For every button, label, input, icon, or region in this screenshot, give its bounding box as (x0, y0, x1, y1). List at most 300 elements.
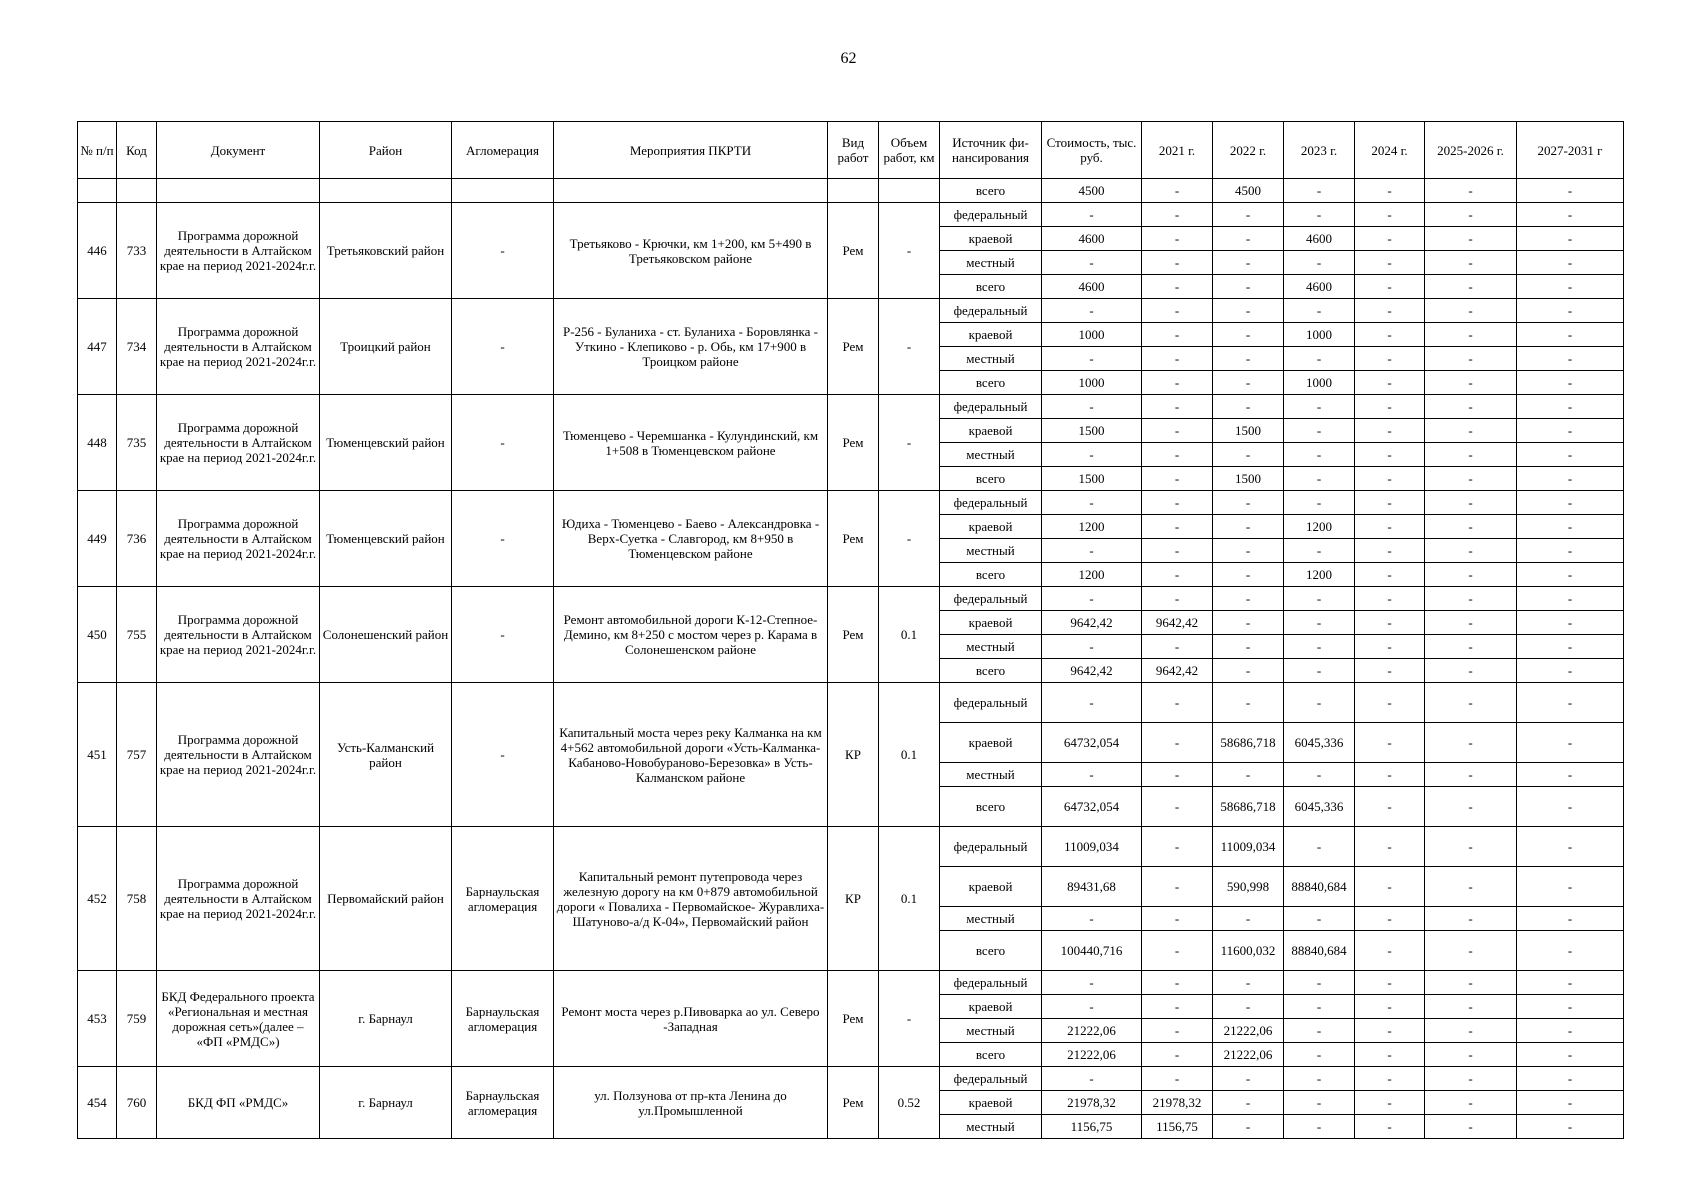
source-cell: всего (940, 931, 1042, 971)
header-measures: Мероприятия ПКРТИ (554, 122, 828, 179)
header-volume: Объем работ, км (879, 122, 940, 179)
source-cell: всего (940, 371, 1042, 395)
year-2022-cell: - (1213, 227, 1284, 251)
entry-num: 454 (78, 1067, 117, 1139)
cost-cell: 1000 (1042, 371, 1142, 395)
entry-num: 452 (78, 827, 117, 971)
year-2024-cell: - (1355, 931, 1425, 971)
year-2027-2031-cell: - (1517, 787, 1624, 827)
year-2022-cell: - (1213, 763, 1284, 787)
year-2023-cell: - (1284, 611, 1355, 635)
year-2024-cell: - (1355, 907, 1425, 931)
year-2022-cell: - (1213, 251, 1284, 275)
year-2022-cell: - (1213, 371, 1284, 395)
year-2022-cell: 21222,06 (1213, 1019, 1284, 1043)
year-2025-2026-cell: - (1425, 227, 1517, 251)
header-document: Документ (157, 122, 320, 179)
source-cell: всего (940, 787, 1042, 827)
source-cell: федеральный (940, 299, 1042, 323)
year-2021-cell: - (1142, 995, 1213, 1019)
cost-cell: 100440,716 (1042, 931, 1142, 971)
year-2024-cell: - (1355, 275, 1425, 299)
year-2024-cell: - (1355, 1043, 1425, 1067)
entry-num: 450 (78, 587, 117, 683)
entry-agglomeration: - (452, 683, 554, 827)
entry-district: Третьяковский район (320, 203, 452, 299)
year-2025-2026-cell: - (1425, 203, 1517, 227)
entry-work-type: Рем (828, 203, 879, 299)
year-2022-cell: - (1213, 683, 1284, 723)
header-2027-2031: 2027-2031 г (1517, 122, 1624, 179)
year-2027-2031-cell: - (1517, 371, 1624, 395)
entry-num: 448 (78, 395, 117, 491)
year-2024-cell: - (1355, 323, 1425, 347)
year-2025-2026-cell: - (1425, 827, 1517, 867)
header-cost: Стоимость, тыс. руб. (1042, 122, 1142, 179)
cost-cell: - (1042, 539, 1142, 563)
year-2021-cell: - (1142, 563, 1213, 587)
entry-document: Программа дорожной деятельности в Алтайском крае на период 2021-2024г.г. (157, 395, 320, 491)
year-2022-cell: - (1213, 1067, 1284, 1091)
entry-work-type: Рем (828, 1067, 879, 1139)
entry-measures: Р-256 - Буланиха - ст. Буланиха - Боровлянка - Уткино - Клепиково - р. Обь, км 17+900 в Троицком районе (554, 299, 828, 395)
cost-cell: - (1042, 995, 1142, 1019)
source-cell: всего (940, 179, 1042, 203)
year-2021-cell: - (1142, 419, 1213, 443)
empty-cell (157, 179, 320, 203)
cost-cell: 4500 (1042, 179, 1142, 203)
cost-cell: 89431,68 (1042, 867, 1142, 907)
year-2021-cell: - (1142, 179, 1213, 203)
source-cell: местный (940, 907, 1042, 931)
source-cell: всего (940, 275, 1042, 299)
year-2023-cell: - (1284, 467, 1355, 491)
year-2021-cell: - (1142, 395, 1213, 419)
source-cell: краевой (940, 515, 1042, 539)
year-2023-cell: - (1284, 827, 1355, 867)
year-2023-cell: 4600 (1284, 275, 1355, 299)
year-2027-2031-cell: - (1517, 395, 1624, 419)
header-source: Источник фи-нансирования (940, 122, 1042, 179)
entry-agglomeration: - (452, 299, 554, 395)
year-2023-cell: - (1284, 587, 1355, 611)
entry-volume: - (879, 203, 940, 299)
year-2024-cell: - (1355, 971, 1425, 995)
table-row (78, 971, 1624, 995)
year-2021-cell: - (1142, 635, 1213, 659)
year-2024-cell: - (1355, 1019, 1425, 1043)
entry-volume: - (879, 491, 940, 587)
source-cell: федеральный (940, 1067, 1042, 1091)
cost-cell: - (1042, 299, 1142, 323)
year-2021-cell: - (1142, 539, 1213, 563)
source-cell: краевой (940, 227, 1042, 251)
year-2025-2026-cell: - (1425, 1067, 1517, 1091)
entry-volume: 0.1 (879, 587, 940, 683)
year-2022-cell: 58686,718 (1213, 787, 1284, 827)
year-2022-cell: - (1213, 515, 1284, 539)
entry-volume: - (879, 971, 940, 1067)
year-2021-cell: - (1142, 827, 1213, 867)
year-2027-2031-cell: - (1517, 1067, 1624, 1091)
year-2023-cell: - (1284, 659, 1355, 683)
source-cell: местный (940, 763, 1042, 787)
source-cell: местный (940, 251, 1042, 275)
year-2024-cell: - (1355, 491, 1425, 515)
year-2027-2031-cell: - (1517, 251, 1624, 275)
entry-district: г. Барнаул (320, 971, 452, 1067)
year-2024-cell: - (1355, 995, 1425, 1019)
year-2021-cell: 1156,75 (1142, 1115, 1213, 1139)
entry-district: Троицкий район (320, 299, 452, 395)
entry-measures: ул. Ползунова от пр-кта Ленина до ул.Промышленной (554, 1067, 828, 1139)
year-2022-cell: - (1213, 491, 1284, 515)
year-2021-cell: - (1142, 1043, 1213, 1067)
cost-cell: 1200 (1042, 563, 1142, 587)
page-number: 62 (840, 50, 857, 67)
year-2021-cell: - (1142, 931, 1213, 971)
year-2025-2026-cell: - (1425, 763, 1517, 787)
source-cell: местный (940, 1115, 1042, 1139)
year-2022-cell: - (1213, 395, 1284, 419)
cost-cell: - (1042, 971, 1142, 995)
year-2025-2026-cell: - (1425, 1019, 1517, 1043)
year-2022-cell: - (1213, 1115, 1284, 1139)
year-2021-cell: - (1142, 347, 1213, 371)
entry-code: 760 (117, 1067, 157, 1139)
source-cell: федеральный (940, 587, 1042, 611)
entry-district: Солонешенский район (320, 587, 452, 683)
source-cell: всего (940, 467, 1042, 491)
entry-measures: Ремонт моста через р.Пивоварка ао ул. Северо -Западная (554, 971, 828, 1067)
header-agglomeration: Агломерация (452, 122, 554, 179)
header-2025-2026: 2025-2026 г. (1425, 122, 1517, 179)
year-2023-cell: - (1284, 971, 1355, 995)
year-2025-2026-cell: - (1425, 563, 1517, 587)
entry-agglomeration: Барнаульская агломерация (452, 971, 554, 1067)
entry-work-type: Рем (828, 971, 879, 1067)
year-2024-cell: - (1355, 659, 1425, 683)
entry-num: 449 (78, 491, 117, 587)
cost-cell: 4600 (1042, 227, 1142, 251)
year-2023-cell: - (1284, 395, 1355, 419)
year-2025-2026-cell: - (1425, 907, 1517, 931)
year-2021-cell: - (1142, 683, 1213, 723)
entry-work-type: Рем (828, 395, 879, 491)
entry-code: 736 (117, 491, 157, 587)
year-2025-2026-cell: - (1425, 419, 1517, 443)
table-row (78, 587, 1624, 611)
year-2023-cell: 1000 (1284, 323, 1355, 347)
year-2021-cell: - (1142, 723, 1213, 763)
year-2027-2031-cell: - (1517, 683, 1624, 723)
year-2027-2031-cell: - (1517, 1019, 1624, 1043)
cost-cell: - (1042, 587, 1142, 611)
year-2021-cell: - (1142, 227, 1213, 251)
cost-cell: - (1042, 251, 1142, 275)
year-2021-cell: - (1142, 467, 1213, 491)
year-2023-cell: - (1284, 203, 1355, 227)
year-2021-cell: - (1142, 491, 1213, 515)
year-2023-cell: 88840,684 (1284, 867, 1355, 907)
year-2022-cell: - (1213, 659, 1284, 683)
year-2022-cell: 1500 (1213, 419, 1284, 443)
year-2022-cell: - (1213, 995, 1284, 1019)
year-2024-cell: - (1355, 723, 1425, 763)
entry-volume: - (879, 395, 940, 491)
entry-num: 453 (78, 971, 117, 1067)
year-2025-2026-cell: - (1425, 251, 1517, 275)
source-cell: местный (940, 347, 1042, 371)
source-cell: всего (940, 659, 1042, 683)
year-2025-2026-cell: - (1425, 787, 1517, 827)
entry-code: 757 (117, 683, 157, 827)
entry-code: 758 (117, 827, 157, 971)
year-2025-2026-cell: - (1425, 347, 1517, 371)
year-2023-cell: - (1284, 1091, 1355, 1115)
source-cell: краевой (940, 995, 1042, 1019)
year-2023-cell: 1000 (1284, 371, 1355, 395)
cost-cell: 64732,054 (1042, 787, 1142, 827)
table-row (78, 203, 1624, 227)
year-2027-2031-cell: - (1517, 587, 1624, 611)
road-works-table (77, 121, 1624, 1139)
cost-cell: 21222,06 (1042, 1043, 1142, 1067)
year-2022-cell: 21222,06 (1213, 1043, 1284, 1067)
year-2024-cell: - (1355, 763, 1425, 787)
source-cell: федеральный (940, 683, 1042, 723)
source-cell: местный (940, 539, 1042, 563)
year-2024-cell: - (1355, 395, 1425, 419)
year-2022-cell: - (1213, 907, 1284, 931)
source-cell: местный (940, 635, 1042, 659)
entry-volume: 0.1 (879, 827, 940, 971)
year-2024-cell: - (1355, 251, 1425, 275)
cost-cell: - (1042, 763, 1142, 787)
year-2024-cell: - (1355, 515, 1425, 539)
entry-work-type: Рем (828, 299, 879, 395)
year-2023-cell: 1200 (1284, 515, 1355, 539)
year-2027-2031-cell: - (1517, 971, 1624, 995)
year-2027-2031-cell: - (1517, 723, 1624, 763)
year-2021-cell: - (1142, 323, 1213, 347)
entry-num: 451 (78, 683, 117, 827)
year-2025-2026-cell: - (1425, 1091, 1517, 1115)
year-2027-2031-cell: - (1517, 179, 1624, 203)
year-2027-2031-cell: - (1517, 867, 1624, 907)
year-2024-cell: - (1355, 371, 1425, 395)
year-2022-cell: - (1213, 971, 1284, 995)
year-2027-2031-cell: - (1517, 635, 1624, 659)
source-cell: местный (940, 1019, 1042, 1043)
cost-cell: - (1042, 203, 1142, 227)
entry-document: Программа дорожной деятельности в Алтайском крае на период 2021-2024г.г. (157, 203, 320, 299)
entry-code: 755 (117, 587, 157, 683)
year-2023-cell: - (1284, 995, 1355, 1019)
year-2025-2026-cell: - (1425, 971, 1517, 995)
year-2025-2026-cell: - (1425, 323, 1517, 347)
year-2023-cell: - (1284, 907, 1355, 931)
source-cell: краевой (940, 323, 1042, 347)
entry-document: Программа дорожной деятельности в Алтайском крае на период 2021-2024г.г. (157, 683, 320, 827)
header-2024: 2024 г. (1355, 122, 1425, 179)
entry-measures: Тюменцево - Черемшанка - Кулундинский, км 1+508 в Тюменцевском районе (554, 395, 828, 491)
entry-work-type: КР (828, 683, 879, 827)
year-2021-cell: - (1142, 203, 1213, 227)
year-2021-cell: 9642,42 (1142, 611, 1213, 635)
year-2021-cell: - (1142, 971, 1213, 995)
table-row (78, 683, 1624, 723)
table-row (78, 395, 1624, 419)
year-2025-2026-cell: - (1425, 659, 1517, 683)
year-2027-2031-cell: - (1517, 515, 1624, 539)
year-2022-cell: 11009,034 (1213, 827, 1284, 867)
entry-agglomeration: - (452, 395, 554, 491)
year-2024-cell: - (1355, 1115, 1425, 1139)
table-row (78, 1067, 1624, 1091)
year-2027-2031-cell: - (1517, 1091, 1624, 1115)
year-2022-cell: - (1213, 635, 1284, 659)
empty-cell (452, 179, 554, 203)
entry-num: 447 (78, 299, 117, 395)
year-2022-cell: - (1213, 443, 1284, 467)
year-2025-2026-cell: - (1425, 371, 1517, 395)
header-num: № п/п (78, 122, 117, 179)
empty-cell (828, 179, 879, 203)
entry-volume: 0.52 (879, 1067, 940, 1139)
year-2023-cell: - (1284, 1019, 1355, 1043)
cost-cell: - (1042, 491, 1142, 515)
cost-cell: 1000 (1042, 323, 1142, 347)
year-2023-cell: - (1284, 763, 1355, 787)
entry-volume: 0.1 (879, 683, 940, 827)
year-2023-cell: 4600 (1284, 227, 1355, 251)
year-2022-cell: 590,998 (1213, 867, 1284, 907)
year-2023-cell: - (1284, 1115, 1355, 1139)
cost-cell: 1500 (1042, 419, 1142, 443)
year-2024-cell: - (1355, 203, 1425, 227)
year-2022-cell: - (1213, 299, 1284, 323)
year-2022-cell: - (1213, 563, 1284, 587)
year-2025-2026-cell: - (1425, 1115, 1517, 1139)
year-2027-2031-cell: - (1517, 443, 1624, 467)
year-2025-2026-cell: - (1425, 723, 1517, 763)
year-2023-cell: - (1284, 419, 1355, 443)
entry-code: 733 (117, 203, 157, 299)
entry-code: 734 (117, 299, 157, 395)
year-2024-cell: - (1355, 347, 1425, 371)
year-2025-2026-cell: - (1425, 491, 1517, 515)
cost-cell: 1156,75 (1042, 1115, 1142, 1139)
table-row (78, 491, 1624, 515)
source-cell: краевой (940, 611, 1042, 635)
entry-code: 735 (117, 395, 157, 491)
header-district: Район (320, 122, 452, 179)
year-2024-cell: - (1355, 611, 1425, 635)
cost-cell: 4600 (1042, 275, 1142, 299)
year-2024-cell: - (1355, 787, 1425, 827)
year-2022-cell: - (1213, 323, 1284, 347)
empty-cell (117, 179, 157, 203)
year-2022-cell: - (1213, 611, 1284, 635)
header-2023: 2023 г. (1284, 122, 1355, 179)
year-2025-2026-cell: - (1425, 587, 1517, 611)
year-2021-cell: 21978,32 (1142, 1091, 1213, 1115)
year-2022-cell: 11600,032 (1213, 931, 1284, 971)
year-2024-cell: - (1355, 299, 1425, 323)
year-2023-cell: - (1284, 491, 1355, 515)
year-2023-cell: - (1284, 443, 1355, 467)
year-2021-cell: - (1142, 787, 1213, 827)
entry-work-type: КР (828, 827, 879, 971)
year-2022-cell: - (1213, 275, 1284, 299)
cost-cell: - (1042, 395, 1142, 419)
source-cell: федеральный (940, 491, 1042, 515)
year-2023-cell: - (1284, 1043, 1355, 1067)
entry-agglomeration: - (452, 587, 554, 683)
entry-district: Первомайский район (320, 827, 452, 971)
year-2022-cell: 58686,718 (1213, 723, 1284, 763)
year-2021-cell: - (1142, 371, 1213, 395)
empty-cell (554, 179, 828, 203)
source-cell: краевой (940, 723, 1042, 763)
year-2025-2026-cell: - (1425, 683, 1517, 723)
cost-cell: 1500 (1042, 467, 1142, 491)
year-2023-cell: - (1284, 347, 1355, 371)
year-2027-2031-cell: - (1517, 931, 1624, 971)
entry-work-type: Рем (828, 587, 879, 683)
year-2027-2031-cell: - (1517, 907, 1624, 931)
year-2024-cell: - (1355, 587, 1425, 611)
year-2021-cell: - (1142, 251, 1213, 275)
year-2025-2026-cell: - (1425, 179, 1517, 203)
cost-cell: 21222,06 (1042, 1019, 1142, 1043)
year-2027-2031-cell: - (1517, 827, 1624, 867)
year-2023-cell: 1200 (1284, 563, 1355, 587)
year-2024-cell: - (1355, 827, 1425, 867)
year-2024-cell: - (1355, 443, 1425, 467)
cost-cell: - (1042, 1067, 1142, 1091)
year-2025-2026-cell: - (1425, 611, 1517, 635)
year-2023-cell: - (1284, 251, 1355, 275)
year-2023-cell: - (1284, 179, 1355, 203)
year-2027-2031-cell: - (1517, 1043, 1624, 1067)
entry-measures: Третьяково - Крючки, км 1+200, км 5+490 в Третьяковском районе (554, 203, 828, 299)
entry-document: БКД Федерального проекта «Региональная и местная дорожная сеть»(далее – «ФП «РМДС») (157, 971, 320, 1067)
year-2024-cell: - (1355, 635, 1425, 659)
empty-cell (879, 179, 940, 203)
cost-cell: - (1042, 347, 1142, 371)
year-2021-cell: - (1142, 299, 1213, 323)
header-2021: 2021 г. (1142, 122, 1213, 179)
year-2025-2026-cell: - (1425, 299, 1517, 323)
entry-district: г. Барнаул (320, 1067, 452, 1139)
year-2022-cell: - (1213, 1091, 1284, 1115)
entry-measures: Капитальный ремонт путепровода через железную дорогу на км 0+879 автомобильной дороги « Повалиха - Первомайское- Журавлиха-Шатуново-а/д К-04», Первомайский район (554, 827, 828, 971)
year-2022-cell: - (1213, 587, 1284, 611)
entry-document: Программа дорожной деятельности в Алтайском крае на период 2021-2024г.г. (157, 491, 320, 587)
year-2025-2026-cell: - (1425, 867, 1517, 907)
entry-document: Программа дорожной деятельности в Алтайском крае на период 2021-2024г.г. (157, 587, 320, 683)
table-row (78, 299, 1624, 323)
empty-cell (320, 179, 452, 203)
empty-cell (78, 179, 117, 203)
year-2024-cell: - (1355, 539, 1425, 563)
year-2025-2026-cell: - (1425, 995, 1517, 1019)
year-2021-cell: - (1142, 1019, 1213, 1043)
year-2022-cell: - (1213, 539, 1284, 563)
entry-code: 759 (117, 971, 157, 1067)
